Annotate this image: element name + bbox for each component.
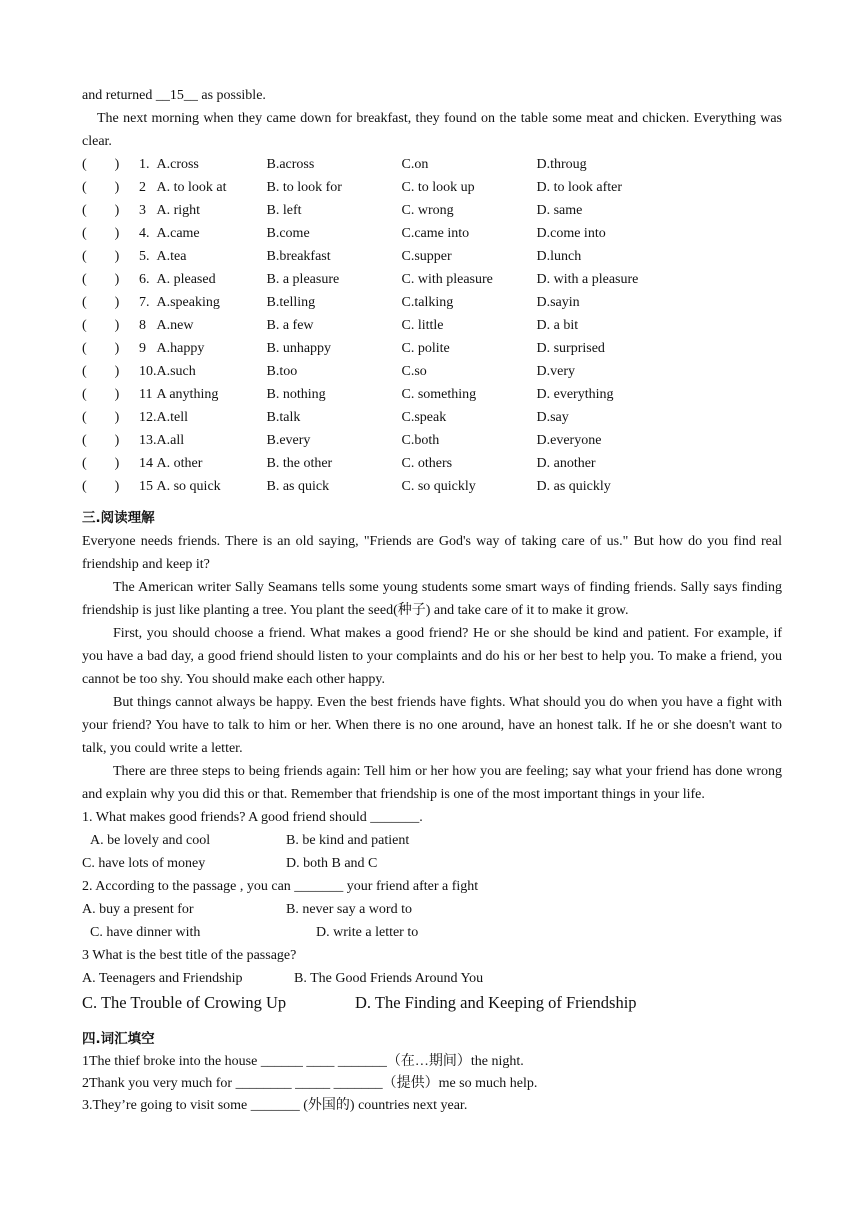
option-c: C. little: [401, 318, 444, 333]
reading-question-2-stem: 2. According to the passage , you can _______ your friend after a fight: [82, 879, 479, 894]
reading-question-3-options-cd: [82, 990, 782, 1016]
option: A. Teenagers and Friendship: [82, 971, 243, 986]
option-a: A.new: [156, 318, 194, 333]
option-d: D.everyone: [536, 433, 602, 448]
cloze-question-row: [82, 337, 638, 360]
question-number: 11: [139, 387, 153, 402]
question-number: 10.: [139, 364, 157, 379]
question-number: 6.: [139, 272, 150, 287]
option-a: A.cross: [156, 157, 199, 172]
option-a: A. so quick: [156, 479, 221, 494]
option: C. The Trouble of Crowing Up: [82, 993, 287, 1012]
option-d: D. surprised: [536, 341, 605, 356]
cloze-question-row: [82, 199, 638, 222]
answer-blank: ( ): [82, 410, 120, 425]
option-b: B. nothing: [266, 387, 326, 402]
option-b: B. a pleasure: [266, 272, 340, 287]
option: C. have lots of money: [82, 856, 206, 871]
option-c: C. wrong: [401, 203, 454, 218]
option-c: C. something: [401, 387, 477, 402]
cloze-question-row: [82, 475, 638, 498]
question-number: 8: [139, 318, 146, 333]
option-c: C.came into: [401, 226, 470, 241]
answer-blank: ( ): [82, 295, 120, 310]
reading-question-2-options-ab: [82, 898, 782, 921]
option-a: A. pleased: [156, 272, 216, 287]
option: B. be kind and patient: [286, 833, 410, 848]
reading-paragraph-1: Everyone needs friends. There is an old saying, "Friends are God's way of taking care of us." But how do you find real friendship and keep it?: [82, 534, 782, 572]
vocab-item-1: 1The thief broke into the house ______ ____ _______（在…期间）the night.: [82, 1054, 524, 1069]
option-a: A.such: [156, 364, 196, 379]
option: C. have dinner with: [90, 925, 201, 940]
cloze-question-row: [82, 291, 638, 314]
option-d: D.sayin: [536, 295, 580, 310]
reading-paragraph-4: But things cannot always be happy. Even the best friends have fights. What should you do when you have a fight with your friend? You have to talk to him or her. When there is no one around, have an honest talk. If he or she doesn't want to talk, you could write a letter.: [82, 695, 782, 756]
reading-question-1-options-cd: [82, 852, 782, 875]
option-a: A.happy: [156, 341, 205, 356]
option-d: D. to look after: [536, 180, 623, 195]
option-d: D. everything: [536, 387, 614, 402]
reading-question-3-options-ab: [82, 967, 782, 990]
option-b: B. as quick: [266, 479, 330, 494]
option: A. be lovely and cool: [90, 833, 211, 848]
option-b: B. left: [266, 203, 302, 218]
cloze-question-row: [82, 268, 638, 291]
reading-question-1-options-ab: [82, 829, 782, 852]
cloze-question-row: [82, 314, 638, 337]
option-b: B.every: [266, 433, 311, 448]
vocab-heading: 四.词汇填空: [82, 1031, 155, 1047]
vocab-item-3: 3.They’re going to visit some _______ (外国的) countries next year.: [82, 1098, 468, 1113]
question-number: 4.: [139, 226, 150, 241]
option-a: A anything: [156, 387, 219, 402]
option-c: C. to look up: [401, 180, 475, 195]
reading-question-2-options-cd: [82, 921, 782, 944]
option-a: A.speaking: [156, 295, 220, 310]
option-a: A.tell: [156, 410, 188, 425]
option-b: B.across: [266, 157, 315, 172]
answer-blank: ( ): [82, 387, 120, 402]
option: D. both B and C: [286, 856, 378, 871]
option-d: D.throug: [536, 157, 587, 172]
answer-blank: ( ): [82, 203, 120, 218]
question-number: 9: [139, 341, 146, 356]
answer-blank: ( ): [82, 272, 120, 287]
cloze-question-row: [82, 176, 638, 199]
option-c: C. polite: [401, 341, 450, 356]
reading-heading: 三.阅读理解: [82, 510, 155, 526]
option-d: D.come into: [536, 226, 606, 241]
cloze-question-row: [82, 360, 638, 383]
cloze-question-row: [82, 222, 638, 245]
question-number: 3: [139, 203, 146, 218]
question-number: 2: [139, 180, 146, 195]
answer-blank: ( ): [82, 364, 120, 379]
option-d: D. a bit: [536, 318, 579, 333]
option: D. The Finding and Keeping of Friendship: [355, 993, 637, 1012]
option-c: C.so: [401, 364, 427, 379]
option-c: C.both: [401, 433, 440, 448]
cloze-choices-table: [82, 153, 638, 498]
answer-blank: ( ): [82, 249, 120, 264]
option-d: D. with a pleasure: [536, 272, 639, 287]
reading-question-1-stem: 1. What makes good friends? A good friend should _______.: [82, 810, 423, 825]
reading-question-3-stem: 3 What is the best title of the passage?: [82, 948, 297, 963]
answer-blank: ( ): [82, 456, 120, 471]
question-number: 15: [139, 479, 153, 494]
cloze-question-row: [82, 245, 638, 268]
option-a: A.came: [156, 226, 200, 241]
reading-paragraph-2: The American writer Sally Seamans tells some young students some smart ways of finding friends. Sally says finding friendship is just like planting a tree. You plant the seed(种子) and take care of it to make it grow.: [82, 580, 782, 618]
option-d: D.say: [536, 410, 569, 425]
cloze-question-row: [82, 452, 638, 475]
question-number: 14: [139, 456, 153, 471]
option-a: A. other: [156, 456, 203, 471]
cloze-tail-line: and returned __15__ as possible.: [82, 88, 266, 103]
option: D. write a letter to: [316, 925, 419, 940]
option-b: B. a few: [266, 318, 314, 333]
answer-blank: ( ): [82, 180, 120, 195]
question-number: 13.: [139, 433, 157, 448]
option-b: B.talk: [266, 410, 301, 425]
reading-paragraph-3: First, you should choose a friend. What makes a good friend? He or she should be kind and patient. For example, if you have a bad day, a good friend should listen to your complaints and do his or her best to help you. To make a friend, you cannot be too shy. You should make each other happy.: [82, 626, 782, 687]
option-a: A.tea: [156, 249, 187, 264]
option-c: C. so quickly: [401, 479, 476, 494]
cloze-question-row: [82, 153, 638, 176]
answer-blank: ( ): [82, 479, 120, 494]
option-c: C.on: [401, 157, 429, 172]
option: A. buy a present for: [82, 902, 194, 917]
vocab-item-2: 2Thank you very much for ________ _____ _______（提供）me so much help.: [82, 1076, 538, 1091]
reading-paragraph-5: There are three steps to being friends again: Tell him or her how you are feeling; say what your friend has done wrong and explain why you did this or that. Remember that friendship is one of the most important things in your life.: [82, 764, 782, 802]
worksheet-page: [82, 84, 782, 1117]
option-b: B.come: [266, 226, 310, 241]
answer-blank: ( ): [82, 157, 120, 172]
answer-blank: ( ): [82, 226, 120, 241]
answer-blank: ( ): [82, 341, 120, 356]
option: B. The Good Friends Around You: [294, 971, 484, 986]
question-number: 12.: [139, 410, 157, 425]
option-b: B.telling: [266, 295, 316, 310]
option-a: A.all: [156, 433, 185, 448]
option-c: C.supper: [401, 249, 452, 264]
option-b: B.breakfast: [266, 249, 331, 264]
cloze-question-row: [82, 429, 638, 452]
option: B. never say a word to: [286, 902, 412, 917]
option-b: B. the other: [266, 456, 333, 471]
option-c: C. with pleasure: [401, 272, 493, 287]
option-d: D.lunch: [536, 249, 582, 264]
cloze-question-row: [82, 383, 638, 406]
question-number: 5.: [139, 249, 150, 264]
option-d: D.very: [536, 364, 575, 379]
option-a: A. to look at: [156, 180, 227, 195]
option-a: A. right: [156, 203, 201, 218]
option-b: B.too: [266, 364, 298, 379]
option-c: C.speak: [401, 410, 447, 425]
question-number: 1.: [139, 157, 150, 172]
option-b: B. to look for: [266, 180, 342, 195]
option-c: C. others: [401, 456, 453, 471]
option-d: D. same: [536, 203, 583, 218]
cloze-ending-paragraph: The next morning when they came down for breakfast, they found on the table some meat and chicken. Everything was clear.: [82, 111, 782, 149]
cloze-question-row: [82, 406, 638, 429]
option-c: C.talking: [401, 295, 454, 310]
question-number: 7.: [139, 295, 150, 310]
option-d: D. another: [536, 456, 596, 471]
answer-blank: ( ): [82, 318, 120, 333]
option-d: D. as quickly: [536, 479, 611, 494]
option-b: B. unhappy: [266, 341, 332, 356]
answer-blank: ( ): [82, 433, 120, 448]
